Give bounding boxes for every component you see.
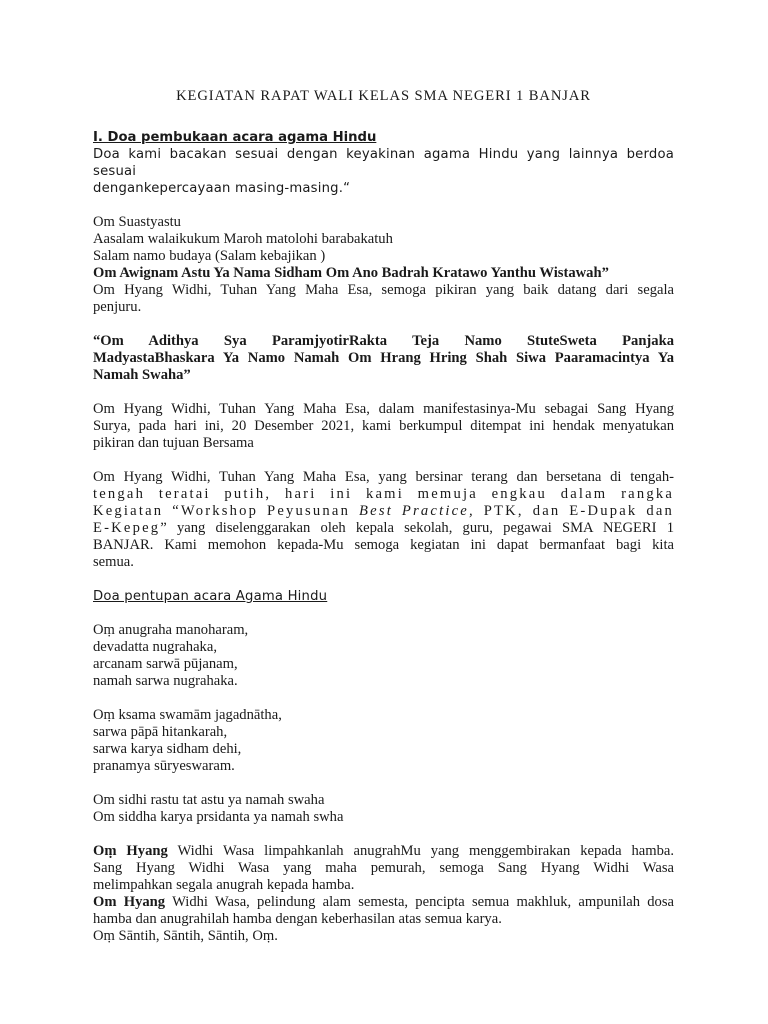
om-hyang-bold: Om Hyang [93, 894, 166, 910]
mantra-awignam: Om Awignam Astu Ya Nama Sidham Om Ano Badrah Kratawo Yanthu Wistawah” [93, 265, 609, 281]
opening-intro-line: Doa kami bacakan sesuai dengan keyakinan agama Hindu yang lainnya berdoa sesuai [93, 147, 674, 179]
ekepeg-tail: ” yang diselenggarakan oleh kepala sekolah, guru, pegawai SMA NEGERI 1 [160, 520, 674, 536]
prayer-line-ekepeg [93, 520, 674, 537]
prayer-line: Om Hyang Widhi, Tuhan Yang Maha Esa, semoga pikiran yang baik datang dari segala [93, 282, 674, 298]
stanza-line: sarwa karya sidham dehi, [93, 741, 242, 757]
final-prayer-text: Widhi Wasa, pelindung alam semesta, pencipta semua makhluk, ampunilah dosa [165, 894, 675, 910]
document-title: KEGIATAN RAPAT WALI KELAS SMA NEGERI 1 BANJAR [176, 88, 591, 104]
stanza-line: Om sidhi rastu tat astu ya namah swaha [93, 792, 325, 808]
opening-section [93, 129, 674, 571]
final-prayer-line: Sang Hyang Widhi Wasa yang maha pemurah, semoga Sang Hyang Widhi Wasa [93, 860, 674, 876]
greeting-line: Salam namo budaya (Salam kebajikan ) [93, 248, 326, 264]
best-practice-text: Best Practice, [359, 503, 475, 519]
greeting-line: Om Suastyastu [93, 214, 181, 230]
stanza-line: namah sarwa nugrahaka. [93, 673, 238, 689]
final-prayer-text: Widhi Wasa limpahkanlah anugrahMu yang menggembirakan kepada hamba. [167, 843, 675, 859]
final-prayer-line: hamba dan anugrahilah hamba dengan keberhasilan atas semua karya. [93, 911, 502, 927]
ekepeg-text: E-Kepeg [93, 520, 161, 536]
final-prayer-line [93, 894, 674, 911]
prayer-line: BANJAR. Kami memohon kepada-Mu semoga kegiatan ini dapat bermanfaat bagi kita [93, 537, 674, 553]
document-page [93, 88, 674, 945]
prayer-line: semua. [93, 554, 134, 570]
stanza-line: Oṃ ksama swamām jagadnātha, [93, 707, 282, 723]
prayer-line: Om Hyang Widhi, Tuhan Yang Maha Esa, dalam manifestasinya-Mu sebagai Sang Hyang [93, 401, 674, 417]
stanza-line: Om siddha karya prsidanta ya namah swha [93, 809, 344, 825]
mantra-adithya-line: Namah Swaha” [93, 367, 191, 383]
prayer-line-workshop [93, 503, 674, 520]
prayer-line: penjuru. [93, 299, 142, 315]
stanza-line: sarwa pāpā hitankarah, [93, 724, 228, 740]
stanza-line: Oṃ anugraha manoharam, [93, 622, 249, 638]
workshop-text-tail: PTK, dan E-Dupak dan [474, 503, 674, 519]
stanza-line: devadatta nugrahaka, [93, 639, 217, 655]
workshop-text: Kegiatan “Workshop Peyusunan [93, 503, 360, 519]
mantra-adithya-line: “Om Adithya Sya ParamjyotirRakta Teja Namo StuteSweta Panjaka [93, 333, 674, 349]
final-prayer-line: melimpahkan segala anugrah kepada hamba. [93, 877, 355, 893]
opening-intro-line: dengankepercayaan masing-masing.“ [93, 181, 351, 196]
mantra-adithya-line: MadyastaBhaskara Ya Namo Namah Om Hrang Hring Shah Siwa Paaramacintya Ya [93, 350, 674, 366]
shanti-line: Oṃ Sāntih, Sāntih, Sāntih, Oṃ. [93, 928, 278, 944]
om-hyang-bold: Oṃ Hyang [93, 843, 168, 859]
prayer-line: Surya, pada hari ini, 20 Desember 2021, kami berkumpul ditempat ini hendak menyatukan [93, 418, 674, 434]
prayer-line: Om Hyang Widhi, Tuhan Yang Maha Esa, yang bersinar terang dan bersetana di tengah- [93, 469, 674, 485]
stanza-line: arcanam sarwā pūjanam, [93, 656, 238, 672]
greeting-line: Aasalam walaikukum Maroh matolohi barabakatuh [93, 231, 393, 247]
prayer-line: tengah teratai putih, hari ini kami memuja engkau dalam rangka [93, 486, 674, 502]
prayer-line: pikiran dan tujuan Bersama [93, 435, 254, 451]
closing-heading: Doa pentupan acara Agama Hindu [93, 589, 328, 604]
opening-heading: I. Doa pembukaan acara agama Hindu [93, 130, 377, 145]
stanza-line: pranamya sūryeswaram. [93, 758, 235, 774]
closing-section [93, 588, 674, 945]
final-prayer-line [93, 843, 674, 860]
